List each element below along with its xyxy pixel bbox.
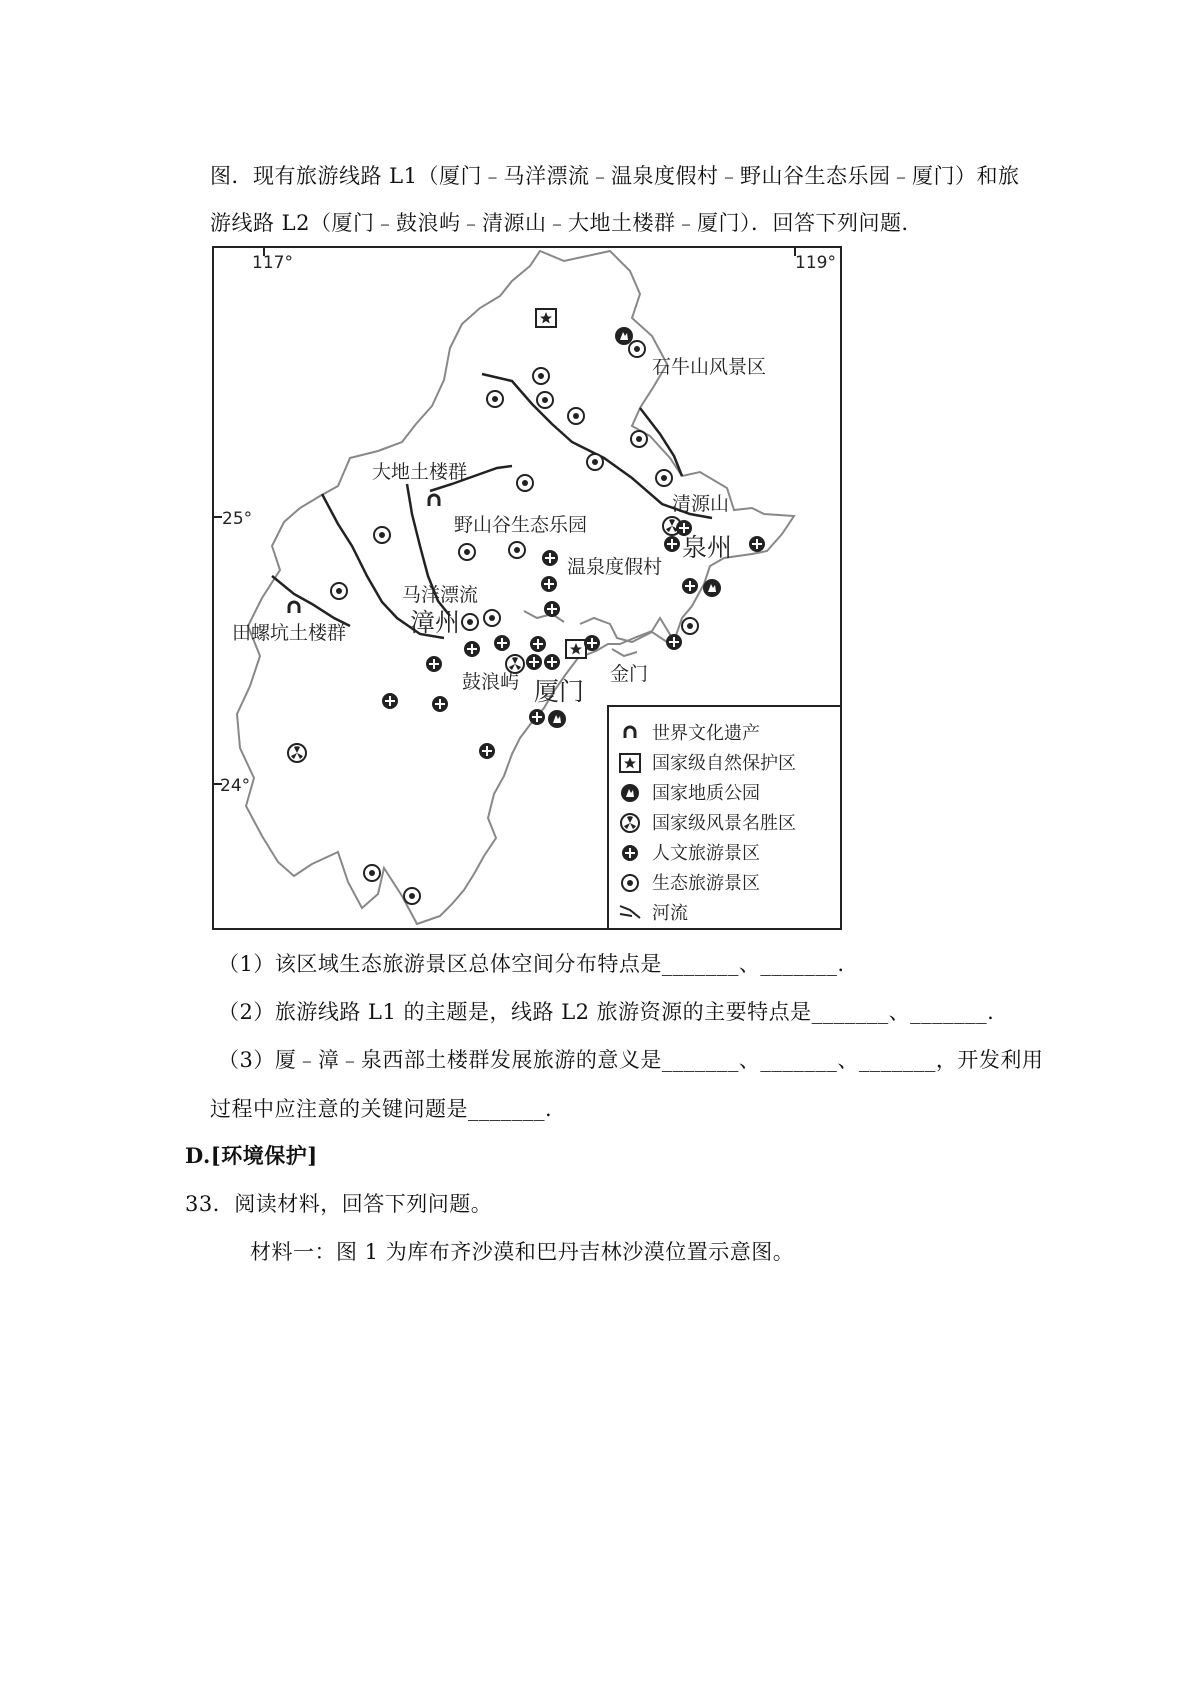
map-legend [608,706,841,929]
label-shiniushan: 石牛山风景区 [652,356,767,378]
label-mayang: 马洋漂流 [402,584,479,606]
label-xiamen: 厦门 [534,677,585,706]
lon-label-117: 117° [252,253,293,273]
lon-label-119: 119° [795,253,836,273]
question-3-line-1: （3）厦﹣漳﹣泉西部土楼群发展旅游的意义是_______、_______、_______，开发利用 [218,1048,1044,1072]
question-33: 33．阅读材料，回答下列问题。 [185,1192,493,1216]
intro-line-2: 游线路 L2（厦门﹣鼓浪屿﹣清源山﹣大地土楼群﹣厦门）．回答下列问题． [210,211,923,235]
label-tianluokeng: 田螺坑土楼群 [232,622,347,644]
legend-label-heritage: 世界文化遗产 [652,723,760,744]
label-quanzhou: 泉州 [682,533,733,562]
label-zhangzhou: 漳州 [410,608,461,637]
label-gulangyu: 鼓浪屿 [462,671,520,693]
question-3-line-2: 过程中应注意的关键问题是_______. [210,1097,553,1121]
section-heading: D.[环境保护] [185,1143,318,1168]
label-qingyuanshan: 清源山 [672,493,730,515]
label-wenquan: 温泉度假村 [567,556,663,578]
label-dadi: 大地土楼群 [372,461,468,483]
lat-label-25: 25° [222,509,253,529]
label-jinmen: 金门 [610,663,649,685]
tourism-map [212,246,842,930]
intro-line-1: 图．现有旅游线路 L1（厦门﹣马洋漂流﹣温泉度假村﹣野山谷生态乐园﹣厦门）和旅 [210,164,1020,188]
legend-label-cultural: 人文旅游景区 [652,843,760,864]
label-yeshangu: 野山谷生态乐园 [454,514,588,536]
legend-label-reserve: 国家级自然保护区 [652,753,796,774]
legend-label-scenic: 国家级风景名胜区 [652,813,796,834]
question-1: （1）该区域生态旅游景区总体空间分布特点是_______、_______. [218,952,845,976]
legend-label-geopark: 国家地质公园 [652,783,760,804]
material-1: 材料一：图 1 为库布齐沙漠和巴丹吉林沙漠位置示意图。 [250,1240,795,1264]
lat-label-24: 24° [220,776,251,796]
legend-label-eco: 生态旅游景区 [652,873,760,894]
legend-label-river: 河流 [652,903,688,924]
question-2: （2）旅游线路 L1 的主题是，线路 L2 旅游资源的主要特点是_______、_______. [218,1000,995,1024]
